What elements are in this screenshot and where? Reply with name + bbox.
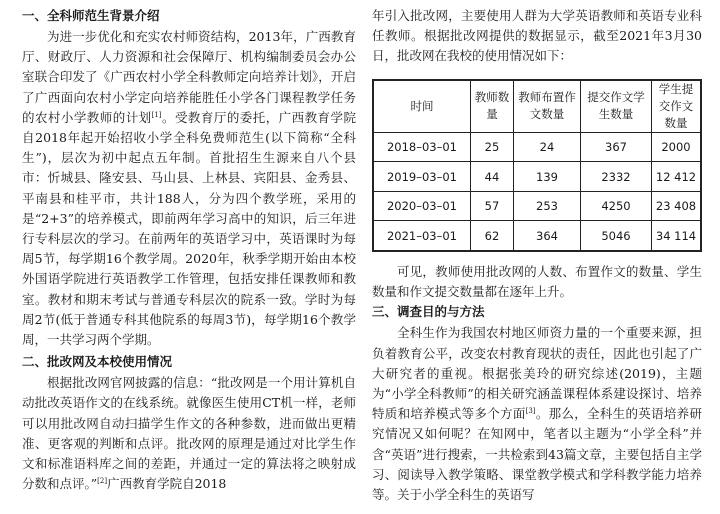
section-heading-2: 二、批改网及本校使用情况	[22, 354, 173, 370]
paragraph-text: 全科生作为我国农村地区师资力量的一个重要来源，担负着教育公平，改变农村教育现状的责任，因此也引起了广大研究者的重视。根据张美玲的研究综述(2019)，主题为“小学全科教师”的相关研究涵盖课程体系建设探讨、培养特质和培养模式等多个方面	[372, 325, 702, 422]
paragraph-text: 根据批改网官网披露的信息：“批改网是一个用计算机自动批改英语作文的在线系统。就像医生使用CT机一样，老师可以用批改网自动扫描学生作文的各种参数，进而做出更精准、更客观的判断和点评。批改网的原理是通过对比学生作文和标准语料库之间的差距，并通过一定的算法将之映射成分数和点评。”	[22, 375, 356, 492]
table-cell: 24	[514, 132, 581, 162]
paragraph-continued: 年引入批改网，主要使用人群为大学英语教师和英语专业科任教师。根据批改网提供的数据显示，截至2021年3月30日，批改网在我校的使用情况如下：	[372, 8, 702, 64]
citation-ref: [2]	[97, 477, 108, 486]
table-cell: 253	[514, 191, 581, 221]
table-cell: 4250	[581, 191, 652, 221]
left-column	[22, 6, 356, 494]
table-cell: 5046	[581, 221, 652, 251]
header-assignments: 教师布置作文数量	[514, 80, 581, 133]
table-row	[373, 221, 701, 251]
table-header-row	[373, 80, 701, 133]
section-heading-3: 三、调查目的与方法	[372, 304, 485, 320]
table-cell: 139	[514, 162, 581, 192]
table-cell: 23 408	[652, 191, 702, 221]
table-row	[373, 132, 701, 162]
header-students: 提交作文学生数量	[581, 80, 652, 133]
usage-table	[372, 79, 702, 252]
table-cell: 2000	[652, 132, 702, 162]
paragraph-pigai	[22, 373, 356, 494]
paragraph-text: 广西教育学院自2018	[107, 476, 227, 492]
table-cell: 2021–03–01	[373, 221, 471, 251]
table-row	[373, 162, 701, 192]
paragraph-table-summary: 可见，教师使用批改网的人数、布置作文的数量、学生数量和作文提交数量都在逐年上升。	[372, 263, 702, 300]
citation-ref: [3]	[525, 407, 536, 416]
table-cell: 25	[471, 132, 514, 162]
table-cell: 364	[514, 221, 581, 251]
table-cell: 2018–03–01	[373, 132, 471, 162]
table-cell: 2332	[581, 162, 652, 192]
table-cell: 2019–03–01	[373, 162, 471, 192]
table-row	[373, 191, 701, 221]
paragraph-text: 。那么，全科生的英语培养研究情况又如何呢？在知网中，笔者以主题为“小学全科”并含“英语”进行搜索，一共检索到43篇文章，主要包括自主学习、阅读导入教学策略、课堂教学模式和学科教学能力培养等。关于小学全科生的英语写	[372, 406, 702, 503]
section-heading-1: 一、全科师范生背景介绍	[22, 8, 160, 23]
header-essays: 学生提交作文数量	[652, 80, 702, 133]
paragraph-text: 为进一步优化和充实农村师资结构，2013年，广西教育厅、财政厅、人力资源和社会保障厅、机构编制委员会办公室联合印发了《广西农村小学全科教师定向培养计划》，开启了广西面向农村小学定向培养能胜任小学各门课程教学任务的农村小学教师的计划	[22, 29, 356, 125]
table-cell: 57	[471, 191, 514, 221]
table-cell: 34 114	[652, 221, 702, 251]
table-cell: 44	[471, 162, 514, 192]
table-cell: 2020–03–01	[373, 191, 471, 221]
table-cell: 62	[471, 221, 514, 251]
right-column	[372, 6, 702, 505]
header-time: 时间	[373, 80, 471, 133]
paragraph-purpose	[372, 323, 702, 505]
header-teacher-count: 教师数量	[471, 80, 514, 133]
table-cell: 367	[581, 132, 652, 162]
paragraph-background	[22, 27, 356, 350]
table-cell: 12 412	[652, 162, 702, 192]
citation-ref: [1]	[151, 110, 162, 119]
paragraph-text: 。受教育厅的委托，广西教育学院自2018年起开始招收小学全科免费师范生(以下简称“全科生”)，层次为初中起点五年制。首批招生生源来自八个县市：忻城县、隆安县、马山县、上林县、宾阳县、金秀县、平南县和桂平市，共计188人，分为四个教学班，采用的是“2+3”的培养模式，即前两年学习高中的知识，后三年进行专科层次的学习。在前两年的英语学习中，英语课时为每周5节，每学期16个教学周。2020年，秋季学期开始由本校外国语学院进行英语教学工作管理，包括安排任课教师和教室。教材和期末考试与普通专科层次的院系一致。学时为每周2节(低于普通专科其他院系的每周3节)，每学期16个教学周，一共学习两个学期。	[22, 109, 356, 348]
